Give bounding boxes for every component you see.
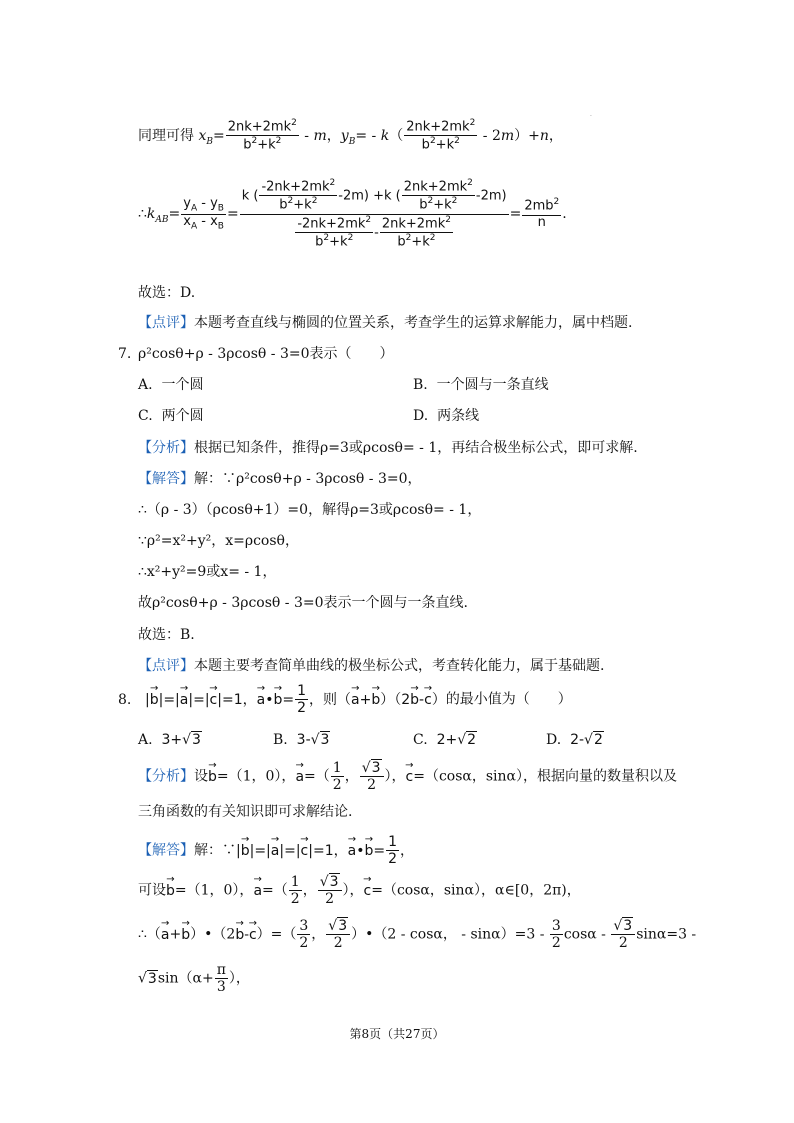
- similar-prefix: 同理可得: [138, 127, 194, 144]
- q8-solution-line-3: ∴（→ a+→ b）•（2→ b-→ c）=（ $\frac{3}{2}$ ， $\frac{√3}{2}$ ）•（2 - cosα， - sinα）=3 - $\frac{3}{2}$ cosα - $\frac{√3}{2}$ sinα=3 -: [138, 918, 696, 951]
- q7-stem: ρ²cosθ+ρ - 3ρcosθ - 3=0表示（ ）: [138, 346, 394, 362]
- kab-def-fraction: $\frac{y_A - y_B}{x_A - x_B}$: [183, 195, 224, 232]
- q8-option-a: A. 3+√3: [138, 732, 201, 748]
- yb-fraction: $\frac{2nk+2mk^2}{b^2+k^2}$: [406, 118, 476, 153]
- q8-analysis-line-1: 【分析】设→ b=（1，0），→ a=（ $\frac{1}{2}$ ， $\frac{√3}{2}$ ），→ c=（cosα，sinα），根据向量的数量积以及: [138, 760, 677, 793]
- q7-option-c: C. 两个圆: [138, 408, 204, 424]
- q7-option-d: D. 两条线: [413, 408, 480, 424]
- line-kab: $\therefore k_{AB}=$ $\frac{y_A - y_B}{x_A - x_B}$ = k ( $\frac{-2nk+2mk^2}{b^2+k^2}$ -2m) +k ( $\frac{2nk+2mk^2}{b^2+k^2}$ -2m) $\frac{-2nk+2mk^2}{b^2+k^2}$ - $\frac{2nk+2mk^2}{b^2+k^2}$ = $\frac{2mb^2}{n}$ .: [138, 178, 567, 250]
- q8-solution-line-1: 【解答】解：∵|→ b|=|→ a|=|→ c|=1，→ a•→ b= $\frac{1}{2}$ ，: [138, 834, 414, 867]
- review-text: 本题考查直线与椭圆的位置关系，考查学生的运算求解能力，属中档题.: [194, 315, 633, 331]
- q7-solution-line-2: ∴（ρ - 3）（ρcosθ+1）=0，解得ρ=3或ρcosθ= - 1，: [138, 502, 482, 518]
- prev-review: [138, 313, 632, 333]
- q8-analysis-line-2: 三角函数的有关知识即可求解结论.: [138, 804, 353, 820]
- xb-fraction: $\frac{2nk+2mk^2}{b^2+k^2}$: [227, 118, 297, 153]
- solution-tag: 【解答】: [138, 471, 194, 487]
- q7-solution-line-4: ∴x²+y²=9或x= - 1，: [138, 564, 277, 580]
- q8-number: 8.: [118, 692, 132, 708]
- q8-option-d: D. 2-√2: [546, 732, 603, 748]
- q8-solution-line-4: √3sin（α+ $\frac{\pi}{3}$ ），: [138, 962, 250, 996]
- q7-option-b: B. 一个圆与一条直线: [413, 377, 549, 393]
- page-footer: 第8页（共27页）: [349, 1027, 445, 1041]
- q7-answer: 故选：B.: [138, 627, 195, 643]
- line-xb-yb: 同理可得 $x_B=$ $\frac{2nk+2mk^2}{b^2+k^2}$ - m，$y_B= - k$（ $\frac{2nk+2mk^2}{b^2+k^2}$ - 2m）+n，: [138, 118, 563, 153]
- q7-solution-line-3: ∵ρ²=x²+y²，x=ρcosθ，: [138, 533, 299, 549]
- q7-review: 【点评】本题主要考查简单曲线的极坐标公式，考查转化能力，属于基础题.: [138, 658, 605, 674]
- q8-option-c: C. 2+√2: [413, 732, 477, 748]
- prev-answer: 故选：D.: [138, 285, 196, 301]
- q8-stem: |→ b|=|→ a|=|→ c|=1，→ a•→ b= $\frac{1}{2}$ ，则（→ a+→ b）（2→ b-→ c）的最小值为（ ）: [145, 683, 572, 716]
- kab-big-fraction: k ( $\frac{-2nk+2mk^2}{b^2+k^2}$ -2m) +k ( $\frac{2nk+2mk^2}{b^2+k^2}$ -2m) $\frac{-2nk+2mk^2}{b^2+k^2}$ - $\frac{2nk+2mk^2}{b^2+k^2}$: [241, 178, 507, 250]
- kab-result-fraction: $\frac{2mb^2}{n}$: [524, 197, 560, 230]
- review-tag: 【点评】: [138, 315, 194, 331]
- q7-number: 7.: [118, 346, 132, 362]
- q7-solution-line-1: 【解答】解：∵ρ²cosθ+ρ - 3ρcosθ - 3=0，: [138, 471, 422, 487]
- analysis-tag: 【分析】: [138, 440, 194, 456]
- q8-solution-line-2: 可设→ b=（1，0），→ a=（ $\frac{1}{2}$ ， $\frac{√3}{2}$ ），→ c=（cosα，sinα），α∈[0，2π)，: [138, 874, 581, 907]
- q7-analysis: 【分析】根据已知条件，推得ρ=3或ρcosθ= - 1，再结合极坐标公式，即可求解.: [138, 440, 638, 456]
- stray-mark: ·: [590, 113, 592, 120]
- q7-option-a: A. 一个圆: [138, 377, 204, 393]
- q8-option-b: B. 3-√3: [273, 732, 330, 748]
- q7-solution-line-5: 故ρ²cosθ+ρ - 3ρcosθ - 3=0表示一个圆与一条直线.: [138, 595, 468, 611]
